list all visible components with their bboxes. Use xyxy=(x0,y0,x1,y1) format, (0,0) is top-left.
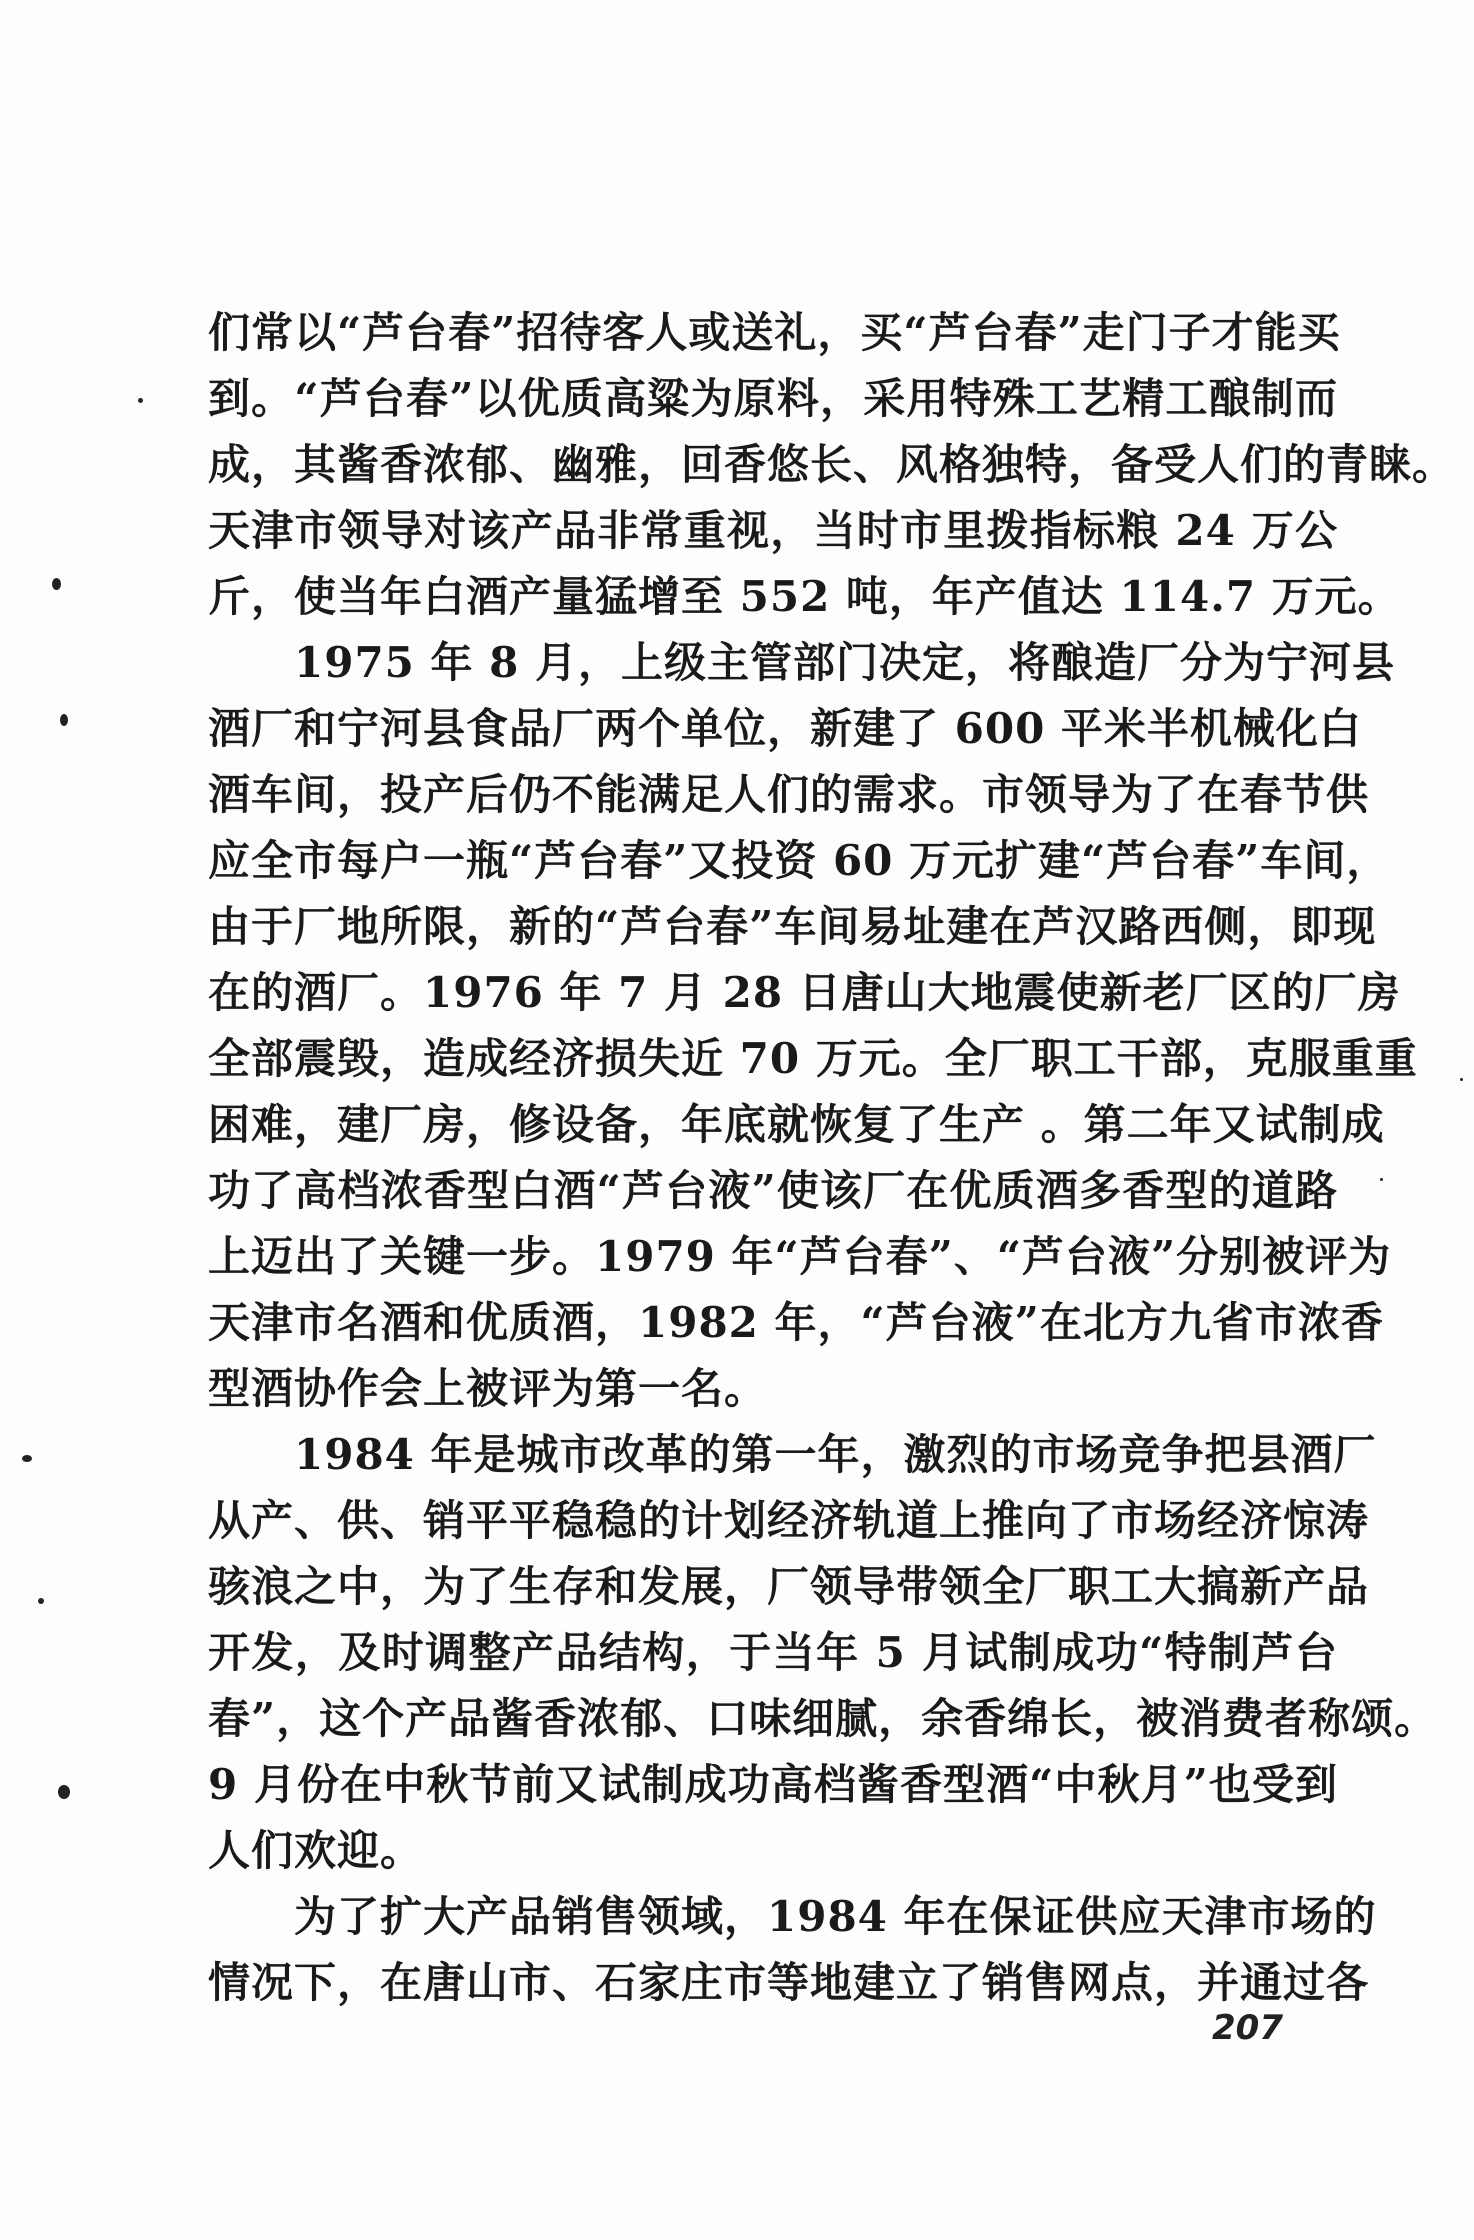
text-line: 人们欢迎。 xyxy=(208,1826,424,1875)
text-line: 为了扩大产品销售领域，1984 年在保证供应天津市场的 xyxy=(208,1892,1377,1941)
text-line: 天津市领导对该产品非常重视，当时市里拨指标粮 24 万公 xyxy=(208,506,1338,555)
text-line: 1984 年是城市改革的第一年，激烈的市场竞争把县酒厂 xyxy=(208,1430,1377,1479)
scan-mark xyxy=(58,1785,70,1799)
text-line: 9 月份在中秋节前又试制成功高档酱香型酒“中秋月”也受到 xyxy=(208,1760,1338,1809)
text-line: 春”，这个产品酱香浓郁、口味细腻，余香绵长，被消费者称颂。 xyxy=(208,1694,1438,1743)
text-line: 型酒协作会上被评为第一名。 xyxy=(208,1364,768,1413)
text-line: 从产、供、销平平稳稳的计划经济轨道上推向了市场经济惊涛 xyxy=(208,1496,1370,1545)
text-line: 全部震毁，造成经济损失近 70 万元。全厂职工干部，克服重重 xyxy=(208,1034,1418,1083)
text-line: 到。“芦台春”以优质高粱为原料，采用特殊工艺精工酿制而 xyxy=(208,374,1338,423)
text-line: 情况下，在唐山市、石家庄市等地建立了销售网点，并通过各 xyxy=(208,1958,1370,2007)
text-line: 在的酒厂。1976 年 7 月 28 日唐山大地震使新老厂区的厂房 xyxy=(208,968,1401,1017)
text-line: 酒厂和宁河县食品厂两个单位，新建了 600 平米半机械化白 xyxy=(208,704,1362,753)
text-line: 困难，建厂房，修设备，年底就恢复了生产 。第二年又试制成 xyxy=(208,1100,1385,1149)
body-text xyxy=(208,300,1456,2016)
scan-mark xyxy=(38,1598,44,1604)
page-number: 207 xyxy=(1212,2008,1283,2048)
text-line: 斤，使当年白酒产量猛增至 552 吨，年产值达 114.7 万元。 xyxy=(208,572,1401,621)
scan-mark xyxy=(60,714,68,726)
text-line: 们常以“芦台春”招待客人或送礼，买“芦台春”走门子才能买 xyxy=(208,308,1341,357)
scan-mark xyxy=(138,398,143,403)
scan-mark xyxy=(1460,1078,1463,1081)
scan-mark xyxy=(52,578,61,590)
text-line: 1975 年 8 月，上级主管部门决定，将酿造厂分为宁河县 xyxy=(208,638,1395,687)
text-line: 天津市名酒和优质酒，1982 年，“芦台液”在北方九省市浓香 xyxy=(208,1298,1384,1347)
text-line: 骇浪之中，为了生存和发展，厂领导带领全厂职工大搞新产品 xyxy=(208,1562,1370,1611)
text-line: 开发，及时调整产品结构，于当年 5 月试制成功“特制芦台 xyxy=(208,1628,1338,1677)
text-line: 由于厂地所限，新的“芦台春”车间易址建在芦汉路西侧，即现 xyxy=(208,902,1377,951)
scan-mark xyxy=(1380,1178,1383,1181)
text-line: 酒车间，投产后仍不能满足人们的需求。市领导为了在春节供 xyxy=(208,770,1370,819)
text-line: 上迈出了关键一步。1979 年“芦台春”、“芦台液”分别被评为 xyxy=(208,1232,1392,1281)
text-line: 应全市每户一瓶“芦台春”又投资 60 万元扩建“芦台春”车间， xyxy=(208,836,1390,885)
scan-mark xyxy=(22,1455,32,1462)
text-line: 功了高档浓香型白酒“芦台液”使该厂在优质酒多香型的道路 xyxy=(208,1166,1338,1215)
text-line: 成，其酱香浓郁、幽雅，回香悠长、风格独特，备受人们的青睐。 xyxy=(208,440,1456,489)
